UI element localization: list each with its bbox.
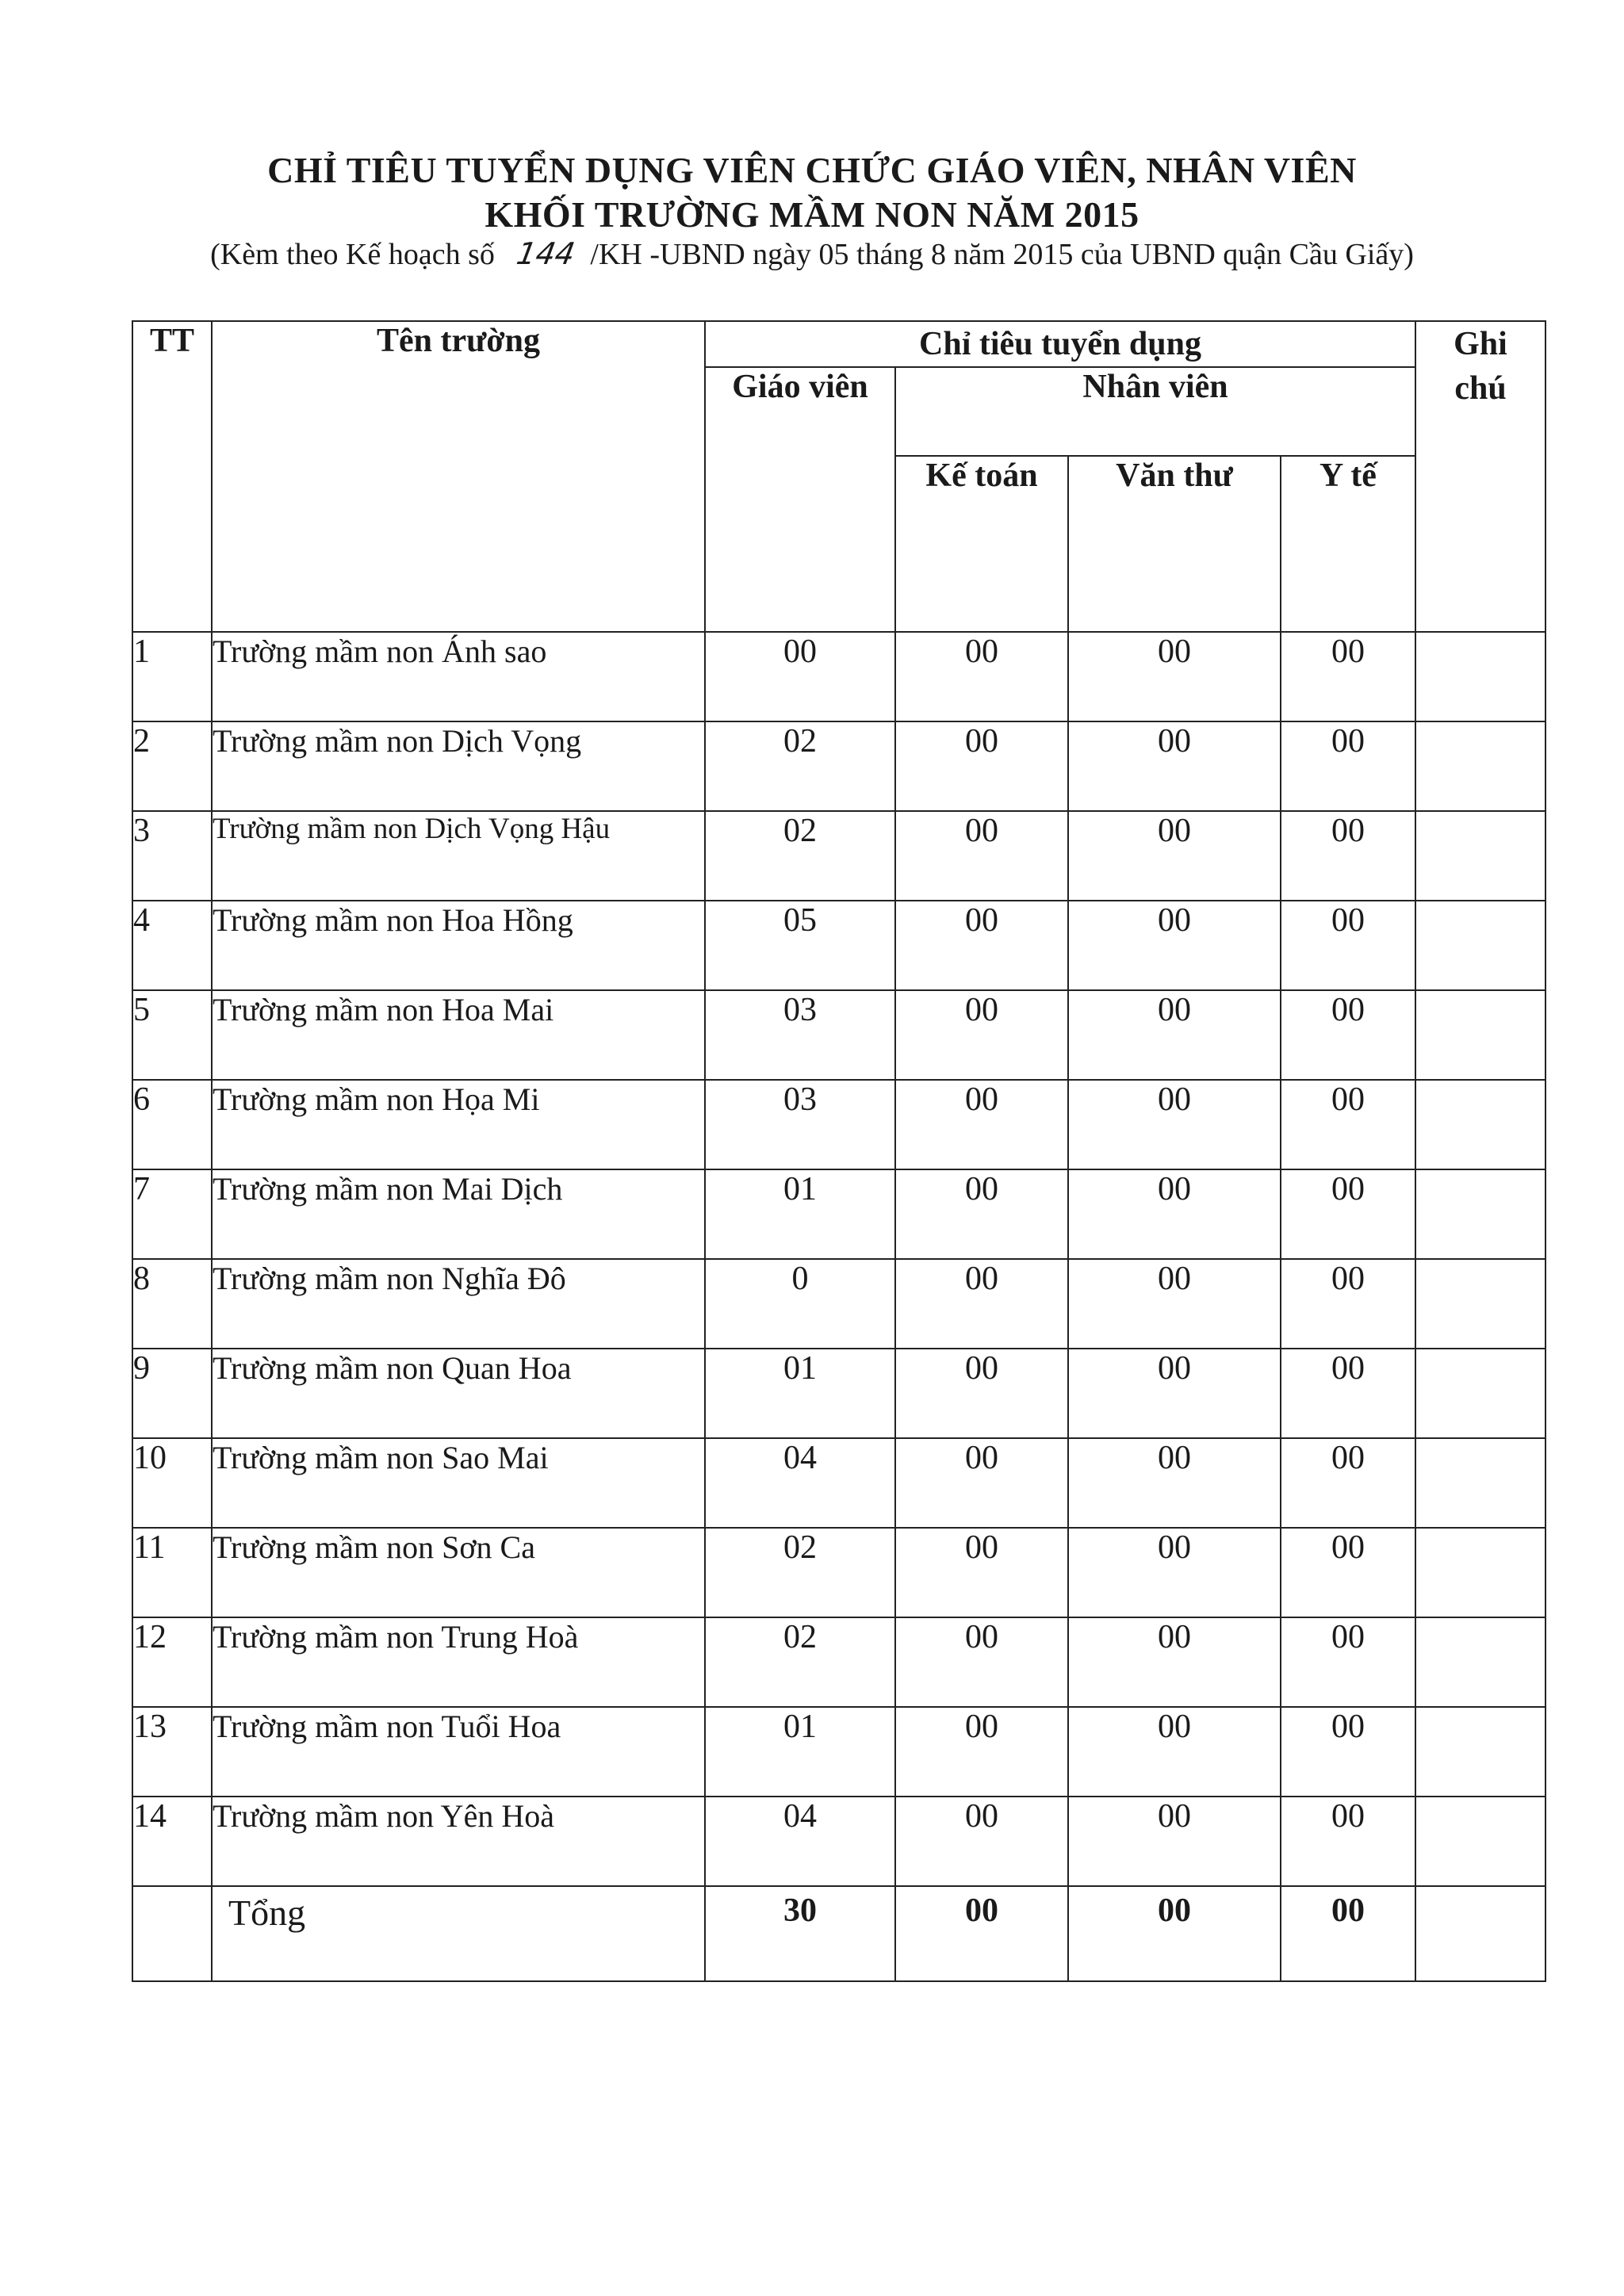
note-cell [1415, 1797, 1545, 1886]
clerk-quota: 00 [1068, 1707, 1281, 1797]
school-name: Trường mầm non Mai Dịch [212, 1169, 705, 1259]
teacher-quota: 04 [705, 1438, 895, 1528]
teacher-quota: 01 [705, 1349, 895, 1438]
note-cell [1415, 1169, 1545, 1259]
header-staff: Nhân viên [895, 367, 1415, 456]
note-cell [1415, 901, 1545, 990]
row-index: 14 [132, 1797, 212, 1886]
header-recruitment-quota: Chỉ tiêu tuyển dụng [705, 321, 1415, 367]
note-cell [1415, 1259, 1545, 1349]
medical-quota: 00 [1281, 1707, 1415, 1797]
note-cell [1415, 990, 1545, 1080]
note-cell [1415, 1528, 1545, 1617]
medical-quota: 00 [1281, 1259, 1415, 1349]
table-row [132, 811, 1545, 901]
teacher-quota: 05 [705, 901, 895, 990]
accountant-quota: 00 [895, 1797, 1068, 1886]
recruitment-quota-table [132, 320, 1546, 1982]
school-name: Trường mầm non Hoa Mai [212, 990, 705, 1080]
medical-quota: 00 [1281, 811, 1415, 901]
clerk-quota: 00 [1068, 990, 1281, 1080]
school-name: Trường mầm non Nghĩa Đô [212, 1259, 705, 1349]
clerk-quota: 00 [1068, 1169, 1281, 1259]
school-name: Trường mầm non Yên Hoà [212, 1797, 705, 1886]
header-note-line-1: Ghi [1454, 326, 1507, 362]
document-title-line-1: CHỈ TIÊU TUYỂN DỤNG VIÊN CHỨC GIÁO VIÊN, NHÂN VIÊN [267, 150, 1357, 190]
table-row [132, 1528, 1545, 1617]
row-index: 12 [132, 1617, 212, 1707]
accountant-quota: 00 [895, 901, 1068, 990]
accountant-quota: 00 [895, 632, 1068, 721]
subtitle-middle: /KH -UBND ngày 05 tháng 8 năm 2015 của UBND quận Cầu Giấy) [590, 238, 1414, 271]
school-name: Trường mầm non Họa Mi [212, 1080, 705, 1169]
teacher-quota: 02 [705, 1617, 895, 1707]
table-row [132, 1617, 1545, 1707]
school-name: Trường mầm non Dịch Vọng Hậu [212, 811, 705, 901]
teacher-quota: 02 [705, 1528, 895, 1617]
accountant-quota: 00 [895, 1259, 1068, 1349]
note-cell [1415, 1080, 1545, 1169]
subtitle-prefix: (Kèm theo Kế hoạch số [210, 238, 495, 271]
note-cell [1415, 1349, 1545, 1438]
total-medical-quota: 00 [1281, 1886, 1415, 1981]
note-cell [1415, 1617, 1545, 1707]
row-index: 2 [132, 721, 212, 811]
clerk-quota: 00 [1068, 1349, 1281, 1438]
table-row [132, 1259, 1545, 1349]
clerk-quota: 00 [1068, 1617, 1281, 1707]
accountant-quota: 00 [895, 1438, 1068, 1528]
clerk-quota: 00 [1068, 632, 1281, 721]
school-name: Trường mầm non Ánh sao [212, 632, 705, 721]
clerk-quota: 00 [1068, 1797, 1281, 1886]
teacher-quota: 0 [705, 1259, 895, 1349]
clerk-quota: 00 [1068, 1438, 1281, 1528]
table-row [132, 901, 1545, 990]
total-teacher-quota: 30 [705, 1886, 895, 1981]
teacher-quota: 03 [705, 990, 895, 1080]
accountant-quota: 00 [895, 990, 1068, 1080]
school-name: Trường mầm non Dịch Vọng [212, 721, 705, 811]
total-label: Tổng [212, 1886, 705, 1981]
school-name: Trường mầm non Sơn Ca [212, 1528, 705, 1617]
header-teacher: Giáo viên [705, 367, 895, 632]
teacher-quota: 04 [705, 1797, 895, 1886]
header-note [1415, 321, 1545, 632]
table-row [132, 1080, 1545, 1169]
teacher-quota: 01 [705, 1169, 895, 1259]
note-cell [1415, 1886, 1545, 1981]
accountant-quota: 00 [895, 1617, 1068, 1707]
accountant-quota: 00 [895, 1080, 1068, 1169]
table-row [132, 1169, 1545, 1259]
teacher-quota: 01 [705, 1707, 895, 1797]
row-index: 9 [132, 1349, 212, 1438]
total-index-cell [132, 1886, 212, 1981]
medical-quota: 00 [1281, 901, 1415, 990]
accountant-quota: 00 [895, 1169, 1068, 1259]
school-name: Trường mầm non Trung Hoà [212, 1617, 705, 1707]
note-cell [1415, 632, 1545, 721]
accountant-quota: 00 [895, 721, 1068, 811]
teacher-quota: 02 [705, 721, 895, 811]
document-title-line-2: KHỐI TRƯỜNG MẦM NON NĂM 2015 [485, 194, 1139, 235]
table-row [132, 1349, 1545, 1438]
total-accountant-quota: 00 [895, 1886, 1068, 1981]
note-cell [1415, 811, 1545, 901]
header-note-line-2: chú [1454, 370, 1507, 407]
clerk-quota: 00 [1068, 1080, 1281, 1169]
medical-quota: 00 [1281, 1080, 1415, 1169]
medical-quota: 00 [1281, 1438, 1415, 1528]
clerk-quota: 00 [1068, 721, 1281, 811]
header-accountant: Kế toán [895, 456, 1068, 632]
row-index: 1 [132, 632, 212, 721]
medical-quota: 00 [1281, 1617, 1415, 1707]
total-clerk-quota: 00 [1068, 1886, 1281, 1981]
medical-quota: 00 [1281, 1797, 1415, 1886]
clerk-quota: 00 [1068, 1528, 1281, 1617]
header-tt: TT [132, 321, 212, 632]
medical-quota: 00 [1281, 1169, 1415, 1259]
medical-quota: 00 [1281, 721, 1415, 811]
accountant-quota: 00 [895, 1707, 1068, 1797]
accountant-quota: 00 [895, 1349, 1068, 1438]
header-medical: Y tế [1281, 456, 1415, 632]
note-cell [1415, 1707, 1545, 1797]
row-index: 11 [132, 1528, 212, 1617]
clerk-quota: 00 [1068, 901, 1281, 990]
row-index: 13 [132, 1707, 212, 1797]
table-row [132, 990, 1545, 1080]
medical-quota: 00 [1281, 1528, 1415, 1617]
table-row [132, 1797, 1545, 1886]
accountant-quota: 00 [895, 811, 1068, 901]
row-index: 10 [132, 1438, 212, 1528]
clerk-quota: 00 [1068, 1259, 1281, 1349]
note-cell [1415, 1438, 1545, 1528]
table-row [132, 632, 1545, 721]
medical-quota: 00 [1281, 1349, 1415, 1438]
school-name: Trường mầm non Hoa Hồng [212, 901, 705, 990]
school-name: Trường mầm non Quan Hoa [212, 1349, 705, 1438]
row-index: 5 [132, 990, 212, 1080]
clerk-quota: 00 [1068, 811, 1281, 901]
row-index: 8 [132, 1259, 212, 1349]
teacher-quota: 03 [705, 1080, 895, 1169]
handwritten-plan-number: 144 [513, 236, 578, 271]
row-index: 7 [132, 1169, 212, 1259]
table-row [132, 721, 1545, 811]
table-row [132, 1438, 1545, 1528]
total-row [132, 1886, 1545, 1981]
row-index: 3 [132, 811, 212, 901]
note-cell [1415, 721, 1545, 811]
teacher-quota: 02 [705, 811, 895, 901]
header-clerk: Văn thư [1068, 456, 1281, 632]
school-name: Trường mầm non Tuổi Hoa [212, 1707, 705, 1797]
row-index: 4 [132, 901, 212, 990]
accountant-quota: 00 [895, 1528, 1068, 1617]
teacher-quota: 00 [705, 632, 895, 721]
header-school-name: Tên trường [212, 321, 705, 632]
row-index: 6 [132, 1080, 212, 1169]
document-subtitle [0, 236, 1624, 272]
medical-quota: 00 [1281, 632, 1415, 721]
school-name: Trường mầm non Sao Mai [212, 1438, 705, 1528]
table-row [132, 1707, 1545, 1797]
medical-quota: 00 [1281, 990, 1415, 1080]
